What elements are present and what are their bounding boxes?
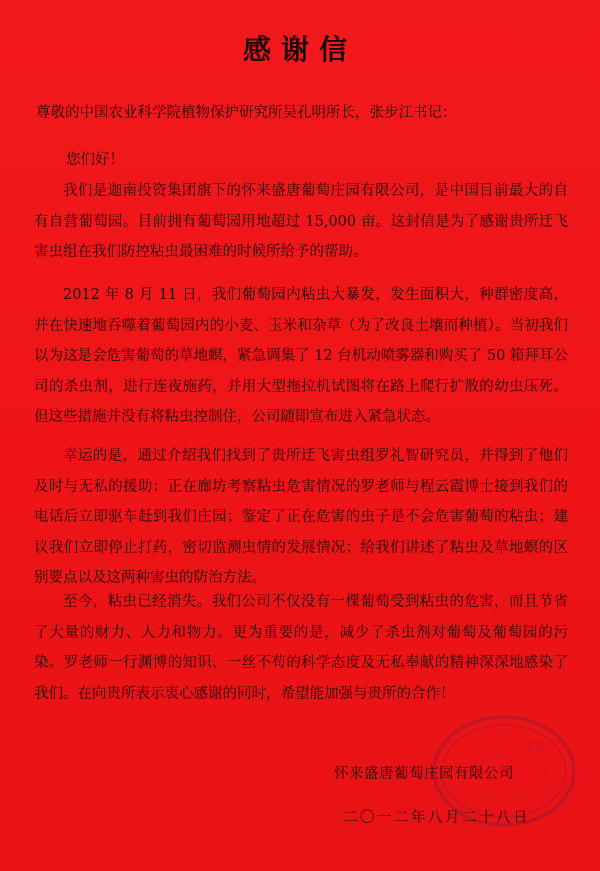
seal-text: Co., [526,739,552,754]
body-paragraph-4: 至今，粘虫已经消失。我们公司不仅没有一棵葡萄受到粘虫的危害，而且节省了大量的财力、人力和物力。更为重要的是，减少了杀虫剂对葡萄及葡萄园的污染。罗老师一行渊博的知识、一丝不苟的科学态度及无私奉献的精神深深地感染了我们。在向贵所表示衷心感谢的同时，希望能加强与贵所的合作！ [34,594,568,702]
signature-company: 怀来盛唐葡萄庄园有限公司 [334,766,514,782]
page-title: 感谢信 [242,33,357,66]
greeting: 您们好！ [66,152,124,168]
salutation: 尊敬的中国农业科学院植物保护研究所吴孔明所长，张步江书记： [36,105,457,121]
body-paragraph-2: 2012 年 8 月 11 日，我们葡萄园内粘虫大暴发，发生面积大，种群密度高，并在快速地吞噬着葡萄园内的小麦、玉米和杂草（为了改良土壤而种植）。当初我们以为这是会危害葡萄的草地螟，紧急调集了 12 台机动喷雾器和购买了 50 箱拜耳公司的杀虫剂，进行连夜施药，并用大型拖拉机试图将在路上爬行扩散的幼虫压死。但这些措施并没有将粘虫控制住，公司随即宣布进入紧急状态。 [34,287,568,425]
signature-date: 二〇一二年八月二十八日 [343,810,530,826]
body-paragraph-1: 我们是迦南投资集团旗下的怀来盛唐葡萄庄园有限公司，是中国目前最大的自有自营葡萄园。目前拥有葡萄园用地超过 15,000 亩。这封信是为了感谢贵所迁飞害虫组在我们防控粘虫最困难的时候所给予的帮助。 [34,183,568,260]
body-paragraph-3: 幸运的是，通过介绍我们找到了贵所迁飞害虫组罗礼智研究员，并得到了他们及时与无私的援助：正在廊坊考察粘虫危害情况的罗老师与程云霞博士接到我们的电话后立即驱车赶到我们庄园；鉴定了正在危害的虫子是不会危害葡萄的粘虫；建议我们立即停止打药，密切监测虫情的发展情况；给我们讲述了粘虫及草地螟的区别要点以及这两种害虫的防治方法。 [34,448,568,586]
